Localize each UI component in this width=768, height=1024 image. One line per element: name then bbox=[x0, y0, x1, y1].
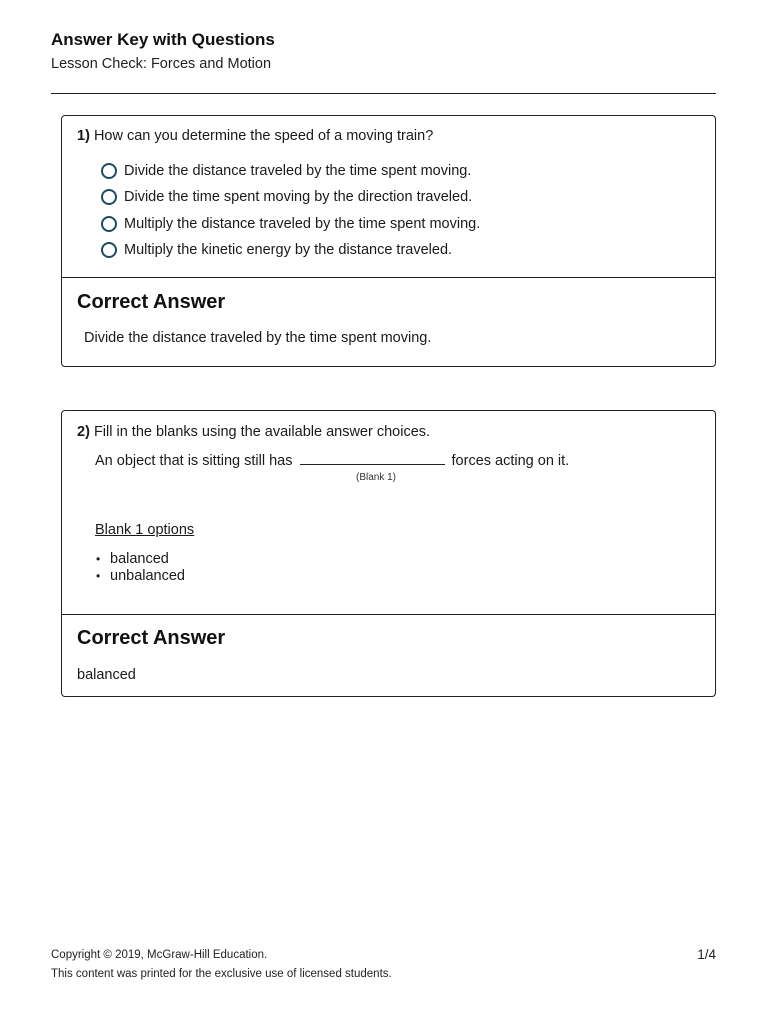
document-title: Answer Key with Questions bbox=[51, 30, 275, 49]
footer-copyright: Copyright © 2019, McGraw-Hill Education. bbox=[51, 949, 268, 961]
answer-option[interactable] bbox=[101, 158, 480, 184]
document-header bbox=[51, 30, 716, 73]
answer-option[interactable] bbox=[101, 184, 480, 210]
question-stem bbox=[77, 423, 430, 441]
answer-option-label: Divide the time spent moving by the direction traveled. bbox=[124, 189, 473, 206]
correct-answer-text: balanced bbox=[77, 667, 136, 683]
question-text: How can you determine the speed of a moving train? bbox=[93, 128, 434, 144]
question-number: 1) bbox=[77, 128, 90, 144]
header-divider bbox=[51, 93, 716, 94]
answer-option-label: Multiply the distance traveled by the time spent moving. bbox=[124, 215, 481, 232]
fill-in-sentence bbox=[95, 451, 569, 470]
answer-option-label: Divide the distance traveled by the time spent moving. bbox=[124, 163, 472, 180]
radio-button-icon[interactable] bbox=[101, 216, 117, 232]
page-number: 1/4 bbox=[697, 947, 716, 962]
sentence-start: An object that is sitting still has bbox=[95, 453, 293, 469]
list-item: • balanced bbox=[95, 551, 185, 568]
correct-answer-heading: Correct Answer bbox=[77, 627, 226, 649]
answer-option[interactable] bbox=[101, 211, 480, 237]
radio-button-icon[interactable] bbox=[101, 242, 117, 258]
answer-option-label: Multiply the kinetic energy by the distance traveled. bbox=[124, 242, 453, 259]
question-text: Fill in the blanks using the available answer choices. bbox=[93, 424, 431, 440]
blank-caption: (Blank 1) bbox=[356, 472, 397, 483]
answer-options bbox=[101, 158, 480, 263]
blank-1-field[interactable] bbox=[300, 451, 445, 465]
blank-options-list bbox=[95, 551, 185, 585]
footer-note: This content was printed for the exclusive use of licensed students. bbox=[51, 968, 392, 980]
blank-options-title: Blank 1 options bbox=[95, 522, 195, 538]
section-divider bbox=[62, 614, 715, 615]
correct-answer-heading: Correct Answer bbox=[77, 291, 226, 313]
document-subtitle: Lesson Check: Forces and Motion bbox=[51, 56, 272, 72]
list-item: • unbalanced bbox=[95, 568, 185, 585]
question-stem bbox=[77, 127, 433, 145]
question-card-1 bbox=[61, 115, 716, 367]
sentence-end: forces acting on it. bbox=[451, 453, 570, 469]
answer-option[interactable] bbox=[101, 237, 480, 263]
radio-button-icon[interactable] bbox=[101, 189, 117, 205]
question-card-2 bbox=[61, 410, 716, 697]
question-number: 2) bbox=[77, 424, 90, 440]
section-divider bbox=[62, 277, 715, 278]
correct-answer-text: Divide the distance traveled by the time spent moving. bbox=[84, 330, 432, 346]
radio-button-icon[interactable] bbox=[101, 163, 117, 179]
